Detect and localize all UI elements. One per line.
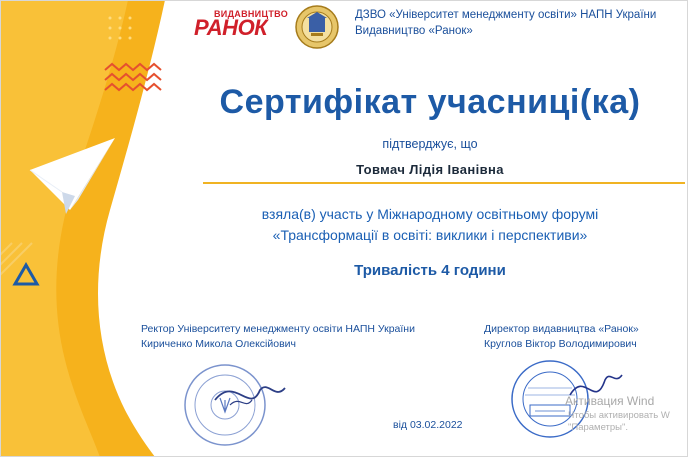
organizer-publisher: Видавництво «Ранок» bbox=[355, 25, 473, 37]
rector-position: Ректор Університету менеджменту освіти НАПН України bbox=[141, 323, 415, 335]
rector-name: Кириченко Микола Олексійович bbox=[141, 338, 297, 350]
duration-text: Тривалість 4 години bbox=[354, 262, 506, 279]
activation-watermark-line: Чтобы активировать W bbox=[568, 410, 670, 421]
activation-watermark-title: Активация Wind bbox=[565, 394, 655, 408]
confirms-text: підтверджує, що bbox=[382, 137, 478, 151]
director-position: Директор видавництва «Ранок» bbox=[484, 323, 639, 335]
publisher-logo: РАНОК bbox=[194, 15, 268, 40]
director-name: Круглов Віктор Володимирович bbox=[484, 338, 637, 350]
participation-text: взяла(в) участь у Міжнародному освітньому форумі bbox=[261, 206, 599, 222]
activation-watermark-line: "Параметры". bbox=[568, 422, 629, 433]
name-underline bbox=[203, 182, 685, 184]
issue-date: від 03.02.2022 bbox=[393, 419, 463, 431]
publisher-logo-small: ВИДАВНИЦТВО bbox=[214, 9, 288, 19]
forum-title: «Трансформації в освіті: виклики і перспективи» bbox=[272, 227, 588, 243]
university-seal-icon bbox=[287, 4, 347, 50]
university-stamp-icon bbox=[180, 360, 290, 450]
organizer-university: ДЗВО «Університет менеджменту освіти» НАПН України bbox=[355, 9, 657, 21]
certificate-title: Сертифікат учасниці(ка) bbox=[219, 83, 641, 121]
participant-name: Товмач Лідія Іванівна bbox=[356, 162, 504, 177]
